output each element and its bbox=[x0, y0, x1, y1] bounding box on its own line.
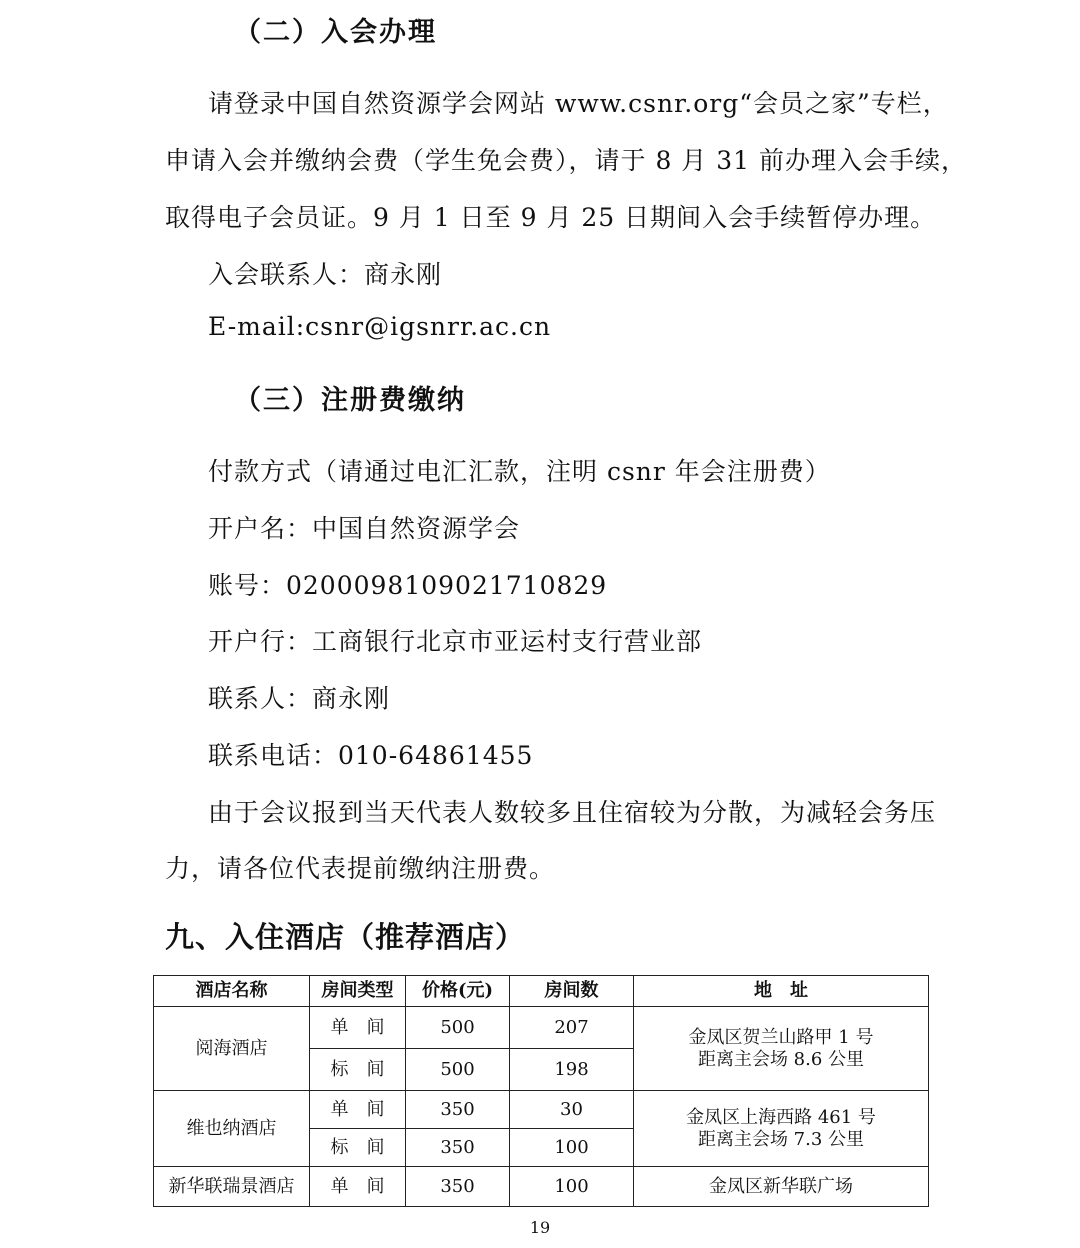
join-line-2: 申请入会并缴纳会费（学生免会费），请于 8 月 31 前办理入会手续， bbox=[165, 146, 968, 175]
bank-name: 开户行：工商银行北京市亚运村支行营业部 bbox=[208, 627, 703, 656]
hotel-address bbox=[634, 1091, 929, 1167]
table-row bbox=[154, 1091, 929, 1129]
header-room-type: 房间类型 bbox=[310, 976, 406, 1007]
room-type: 单 间 bbox=[310, 1091, 406, 1129]
table-row bbox=[154, 1007, 929, 1049]
join-email: E-mail:csnr@igsnrr.ac.cn bbox=[208, 312, 552, 341]
section-join-heading: （二）入会办理 bbox=[234, 17, 437, 48]
account-name: 开户名：中国自然资源学会 bbox=[208, 514, 521, 543]
room-price: 350 bbox=[406, 1167, 510, 1207]
section-hotel-heading: 九、入住酒店（推荐酒店） bbox=[165, 920, 526, 954]
header-address: 地 址 bbox=[634, 976, 929, 1007]
payment-method: 付款方式（请通过电汇汇款，注明 csnr 年会注册费） bbox=[208, 457, 831, 486]
address-line: 金凤区新华联广场 bbox=[709, 1175, 853, 1197]
room-price: 350 bbox=[406, 1129, 510, 1167]
room-type: 单 间 bbox=[310, 1167, 406, 1207]
room-type: 标 间 bbox=[310, 1129, 406, 1167]
hotel-address bbox=[634, 1007, 929, 1091]
room-price: 350 bbox=[406, 1091, 510, 1129]
address-line: 距离主会场 8.6 公里 bbox=[697, 1048, 865, 1070]
room-count: 30 bbox=[510, 1091, 634, 1129]
room-count: 207 bbox=[510, 1007, 634, 1049]
join-contact: 入会联系人：商永刚 bbox=[208, 260, 443, 289]
fee-note-line-1: 由于会议报到当天代表人数较多且住宿较为分散，为减轻会务压 bbox=[208, 798, 937, 827]
account-number: 账号：0200098109021710829 bbox=[208, 571, 608, 600]
join-line-3: 取得电子会员证。9 月 1 日至 9 月 25 日期间入会手续暂停办理。 bbox=[165, 203, 937, 232]
address-line: 距离主会场 7.3 公里 bbox=[697, 1128, 865, 1150]
hotel-name: 阅海酒店 bbox=[154, 1007, 310, 1091]
address-line: 金凤区上海西路 461 号 bbox=[686, 1106, 876, 1128]
room-count: 100 bbox=[510, 1167, 634, 1207]
section-fee-heading: （三）注册费缴纳 bbox=[234, 385, 466, 416]
fee-note-line-2: 力，请各位代表提前缴纳注册费。 bbox=[165, 854, 556, 883]
room-price: 500 bbox=[406, 1049, 510, 1091]
join-line-1: 请登录中国自然资源学会网站 www.csnr.org“会员之家”专栏， bbox=[208, 89, 949, 118]
room-type: 标 间 bbox=[310, 1049, 406, 1091]
hotel-name: 维也纳酒店 bbox=[154, 1091, 310, 1167]
hotel-name: 新华联瑞景酒店 bbox=[154, 1167, 310, 1207]
header-hotel-name: 酒店名称 bbox=[154, 976, 310, 1007]
header-room-count: 房间数 bbox=[510, 976, 634, 1007]
fee-phone: 联系电话：010-64861455 bbox=[208, 741, 534, 770]
table-row bbox=[154, 1167, 929, 1207]
hotel-address bbox=[634, 1167, 929, 1207]
room-type: 单 间 bbox=[310, 1007, 406, 1049]
table-header-row bbox=[154, 976, 929, 1007]
hotel-table bbox=[153, 975, 929, 1207]
room-count: 100 bbox=[510, 1129, 634, 1167]
fee-contact: 联系人：商永刚 bbox=[208, 684, 391, 713]
room-count: 198 bbox=[510, 1049, 634, 1091]
page-number: 19 bbox=[529, 1218, 551, 1237]
address-line: 金凤区贺兰山路甲 1 号 bbox=[688, 1026, 874, 1048]
room-price: 500 bbox=[406, 1007, 510, 1049]
header-price: 价格(元) bbox=[406, 976, 510, 1007]
